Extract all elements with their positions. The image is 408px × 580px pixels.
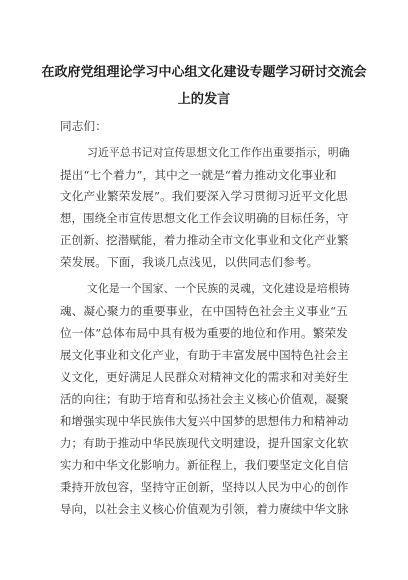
paragraph-2-line-6: 活的向往；有助于培育和弘扬社会主义核心价值观，凝聚: [60, 392, 349, 406]
paragraph-2-line-9: 实力和中华文化影响力。新征程上，我们要坚定文化自信: [60, 458, 349, 472]
paragraph-1-line-4: 想，围绕全市宣传思想文化工作会议明确的目标任务，守: [60, 211, 349, 225]
paragraph-2-line-4: 展文化事业和文化产业，有助于丰富发展中国特色社会主: [60, 348, 349, 362]
paragraph-1-line-6: 荣发展。下面，我谈几点浅见，以供同志们参考。: [60, 255, 319, 269]
paragraph-1-line-3: 文化产业繁荣发展”。我们要深入学习贯彻习近平文化思: [60, 189, 348, 203]
paragraph-1-line-5: 正创新、挖潜赋能，着力推动全市文化事业和文化产业繁: [60, 233, 349, 247]
document-title-line-1: 在政府党组理论学习中心组文化建设专题学习研讨交流会: [41, 65, 367, 80]
paragraph-2-line-2: 魂、凝心聚力的重要事业，在中国特色社会主义事业“五: [60, 304, 348, 318]
paragraph-1-line-1: 习近平总书记对宣传思想文化工作作出重要指示，明确: [87, 146, 350, 159]
paragraph-2-line-8: 力；有助于推动中华民族现代文明建设，提升国家文化软: [60, 436, 349, 450]
paragraph-2-line-3: 位一体”总体布局中具有极为重要的地位和作用。繁荣发: [60, 326, 348, 340]
paragraph-2-line-1: 文化是一个国家、一个民族的灵魂，文化建设是培根铸: [87, 282, 350, 295]
paragraph-2-line-10: 秉持开放包容，坚持守正创新，坚持以人民为中心的创作: [60, 480, 349, 494]
document-title-line-2: 上的发言: [177, 92, 231, 107]
paragraph-1-line-2: 提出“七个着力”，其中之一就是“着力推动文化事业和: [60, 168, 337, 182]
paragraph-2-line-7: 和增强实现中华民族伟大复兴中国梦的思想伟力和精神动: [60, 414, 349, 428]
paragraph-2-line-11: 导向，以社会主义核心价值观为引领，着力赓续中华文脉: [60, 502, 349, 516]
paragraph-2-line-5: 义文化，更好满足人民群众对精神文化的需求和对美好生: [60, 370, 349, 384]
salutation: 同志们：: [60, 119, 107, 133]
